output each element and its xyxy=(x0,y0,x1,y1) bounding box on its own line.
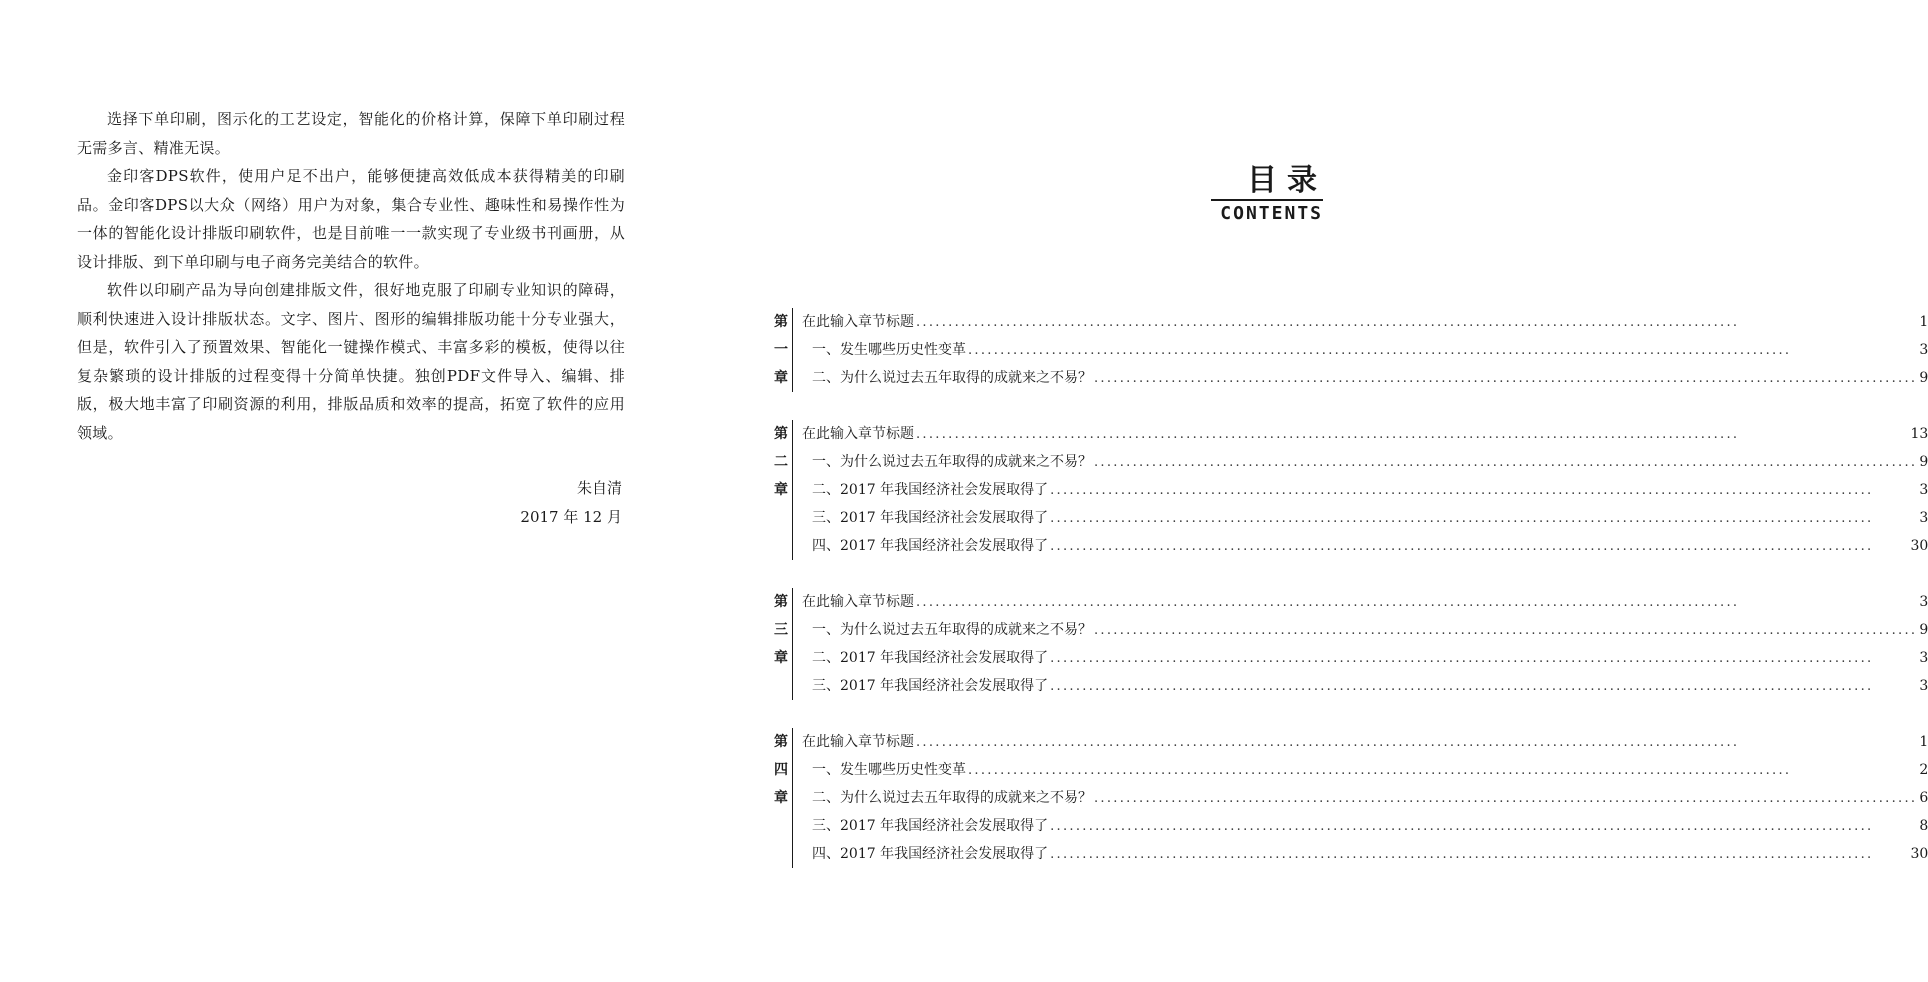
dot-leader xyxy=(1050,673,1917,701)
toc-entry-title: 在此输入章节标题 xyxy=(802,426,914,442)
toc-chapter-3 xyxy=(774,588,1928,700)
toc-section-entry[interactable] xyxy=(802,616,1928,644)
toc-page-number: 3 xyxy=(1919,482,1928,498)
toc-section-entry[interactable] xyxy=(802,364,1928,392)
signature-date: 2017 年 12 月 xyxy=(520,508,622,526)
dot-leader xyxy=(968,757,1917,785)
toc-section-entry[interactable] xyxy=(802,476,1928,504)
dot-leader xyxy=(1094,365,1917,393)
signature-block xyxy=(77,474,622,532)
toc-entry-title: 一、为什么说过去五年取得的成就来之不易？ xyxy=(812,622,1092,638)
dot-leader xyxy=(1050,841,1908,869)
chapter-label: 第一章 xyxy=(774,314,788,386)
dot-leader xyxy=(916,729,1917,757)
toc-section-entry[interactable] xyxy=(802,756,1928,784)
toc-section-entry[interactable] xyxy=(802,672,1928,700)
toc-page-number: 6 xyxy=(1919,790,1928,806)
toc-title-rule xyxy=(1211,199,1323,201)
dot-leader xyxy=(1050,813,1917,841)
dot-leader xyxy=(916,589,1917,617)
toc-entry-title: 四、2017 年我国经济社会发展取得了 xyxy=(812,538,1049,554)
toc-page-number: 8 xyxy=(1919,818,1928,834)
chapter-entries xyxy=(792,420,1928,560)
chapter-entries xyxy=(792,588,1928,700)
toc-page-number: 30 xyxy=(1910,846,1928,862)
chapter-label: 第四章 xyxy=(774,734,788,806)
toc-page-number: 3 xyxy=(1919,342,1928,358)
toc-entry-title: 二、为什么说过去五年取得的成就来之不易？ xyxy=(812,370,1092,386)
dot-leader xyxy=(1094,785,1917,813)
toc-section-entry[interactable] xyxy=(802,532,1928,560)
toc-entry-title: 三、2017 年我国经济社会发展取得了 xyxy=(812,510,1049,526)
table-of-contents xyxy=(774,308,1928,896)
dot-leader xyxy=(968,337,1917,365)
toc-title: 目录 xyxy=(1247,163,1327,198)
toc-page-number: 9 xyxy=(1919,370,1928,386)
toc-chapter-entry[interactable] xyxy=(802,308,1928,336)
toc-entry-title: 二、为什么说过去五年取得的成就来之不易？ xyxy=(812,790,1092,806)
toc-entry-title: 三、2017 年我国经济社会发展取得了 xyxy=(812,678,1049,694)
toc-page-number: 2 xyxy=(1919,762,1928,778)
toc-chapter-4 xyxy=(774,728,1928,868)
toc-chapter-2 xyxy=(774,420,1928,560)
toc-section-entry[interactable] xyxy=(802,448,1928,476)
toc-entry-title: 二、2017 年我国经济社会发展取得了 xyxy=(812,650,1049,666)
toc-header xyxy=(1211,163,1327,226)
toc-page-number: 1 xyxy=(1919,314,1928,330)
toc-section-entry[interactable] xyxy=(802,840,1928,868)
toc-page-number: 1 xyxy=(1919,734,1928,750)
toc-section-entry[interactable] xyxy=(802,784,1928,812)
toc-entry-title: 一、发生哪些历史性变革 xyxy=(812,762,966,778)
toc-page-number: 3 xyxy=(1919,678,1928,694)
toc-page-number: 9 xyxy=(1919,622,1928,638)
dot-leader xyxy=(1050,645,1917,673)
toc-subtitle: CONTENTS xyxy=(1220,203,1323,224)
toc-entry-title: 在此输入章节标题 xyxy=(802,734,914,750)
toc-section-entry[interactable] xyxy=(802,504,1928,532)
toc-page-number: 9 xyxy=(1919,454,1928,470)
preface-text xyxy=(77,105,625,447)
toc-entry-title: 在此输入章节标题 xyxy=(802,594,914,610)
toc-chapter-entry[interactable] xyxy=(802,728,1928,756)
dot-leader xyxy=(1050,533,1908,561)
author-name: 朱自清 xyxy=(576,479,622,497)
chapter-label: 第三章 xyxy=(774,594,788,666)
toc-chapter-entry[interactable] xyxy=(802,588,1928,616)
toc-entry-title: 在此输入章节标题 xyxy=(802,314,914,330)
preface-paragraph: 选择下单印刷，图示化的工艺设定，智能化的价格计算，保障下单印刷过程无需多言、精准无误。 xyxy=(77,110,625,157)
preface-paragraph: 软件以印刷产品为导向创建排版文件，很好地克服了印刷专业知识的障碍，顺利快速进入设计排版状态。文字、图片、图形的编辑排版功能十分专业强大，但是，软件引入了预置效果、智能化一键操作模式、丰富多彩的模板，使得以往复杂繁琐的设计排版的过程变得十分简单快捷。独创PDF文件导入、编辑、排版，极大地丰富了印刷资源的利用，排版品质和效率的提高，拓宽了软件的应用领域。 xyxy=(77,281,625,442)
chapter-entries xyxy=(792,728,1928,868)
preface-paragraph: 金印客DPS软件，使用户足不出户，能够便捷高效低成本获得精美的印刷品。金印客DPS以大众（网络）用户为对象，集合专业性、趣味性和易操作性为一体的智能化设计排版印刷软件，也是目前唯一一款实现了专业级书刊画册，从设计排版、到下单印刷与电子商务完美结合的软件。 xyxy=(77,167,625,271)
toc-entry-title: 二、2017 年我国经济社会发展取得了 xyxy=(812,482,1049,498)
dot-leader xyxy=(1050,477,1917,505)
toc-section-entry[interactable] xyxy=(802,812,1928,840)
dot-leader xyxy=(916,309,1917,337)
toc-entry-title: 一、为什么说过去五年取得的成就来之不易？ xyxy=(812,454,1092,470)
dot-leader xyxy=(1094,449,1917,477)
toc-page-number: 3 xyxy=(1919,510,1928,526)
chapter-label: 第二章 xyxy=(774,426,788,498)
toc-page-number: 3 xyxy=(1919,650,1928,666)
toc-page-number: 3 xyxy=(1919,594,1928,610)
dot-leader xyxy=(1050,505,1917,533)
toc-page-number: 13 xyxy=(1910,426,1928,442)
toc-entry-title: 四、2017 年我国经济社会发展取得了 xyxy=(812,846,1049,862)
dot-leader xyxy=(916,421,1908,449)
chapter-entries xyxy=(792,308,1928,392)
toc-section-entry[interactable] xyxy=(802,644,1928,672)
toc-entry-title: 一、发生哪些历史性变革 xyxy=(812,342,966,358)
toc-chapter-entry[interactable] xyxy=(802,420,1928,448)
toc-chapter-1 xyxy=(774,308,1928,392)
toc-section-entry[interactable] xyxy=(802,336,1928,364)
toc-entry-title: 三、2017 年我国经济社会发展取得了 xyxy=(812,818,1049,834)
toc-page-number: 30 xyxy=(1910,538,1928,554)
dot-leader xyxy=(1094,617,1917,645)
